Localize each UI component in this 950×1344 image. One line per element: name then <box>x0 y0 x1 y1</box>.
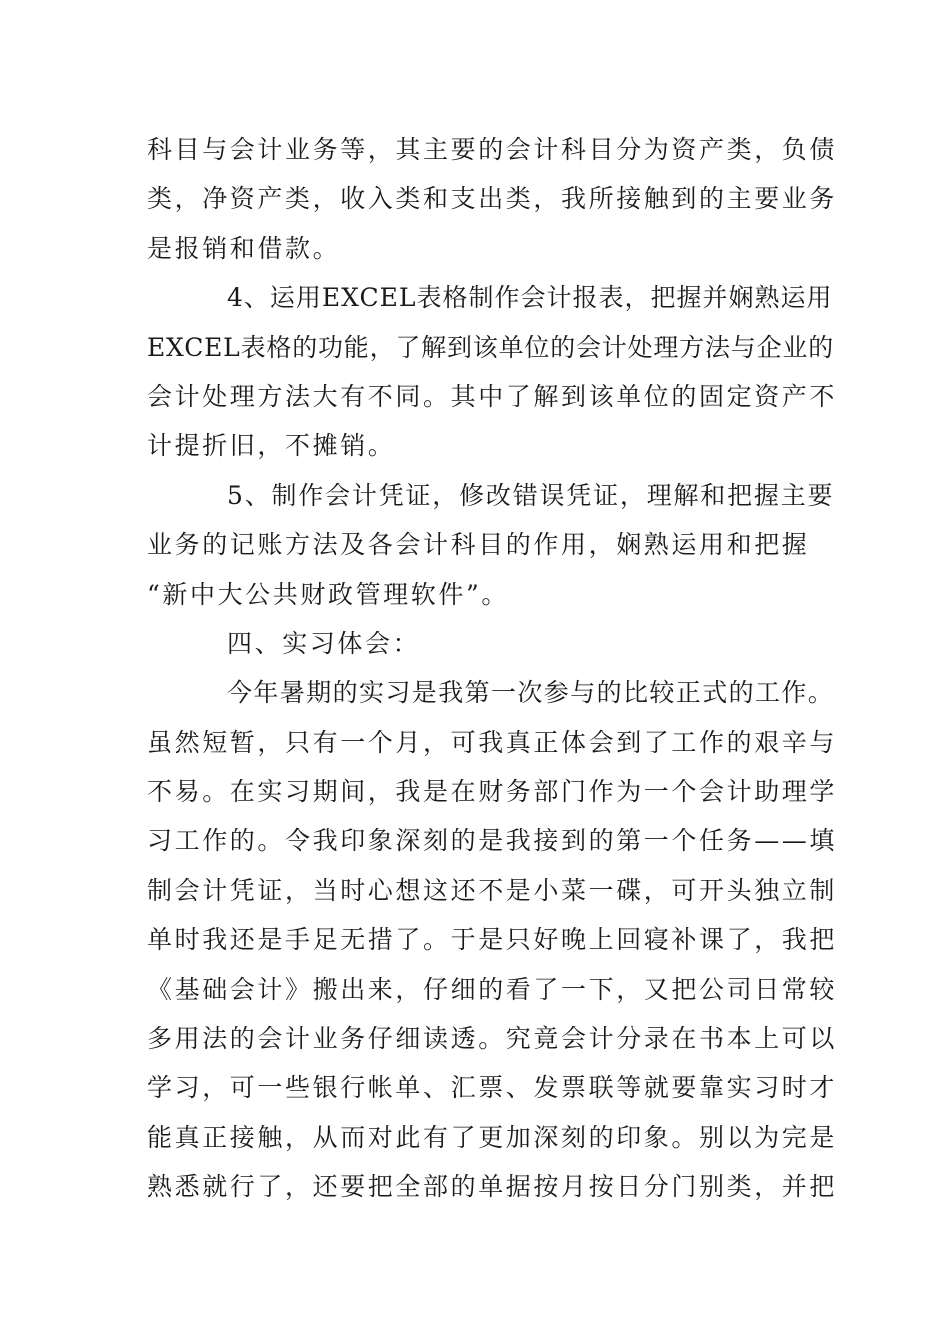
text-line: 虽然短暂，只有一个月，可我真正体会到了工作的艰辛与 <box>147 727 838 757</box>
text-line: 科目与会计业务等，其主要的会计科目分为资产类，负债 <box>147 135 838 164</box>
text-line: 习工作的。令我印象深刻的是我接到的第一个任务——填 <box>147 826 838 856</box>
document-body <box>147 125 838 1212</box>
text-line: 四、实习体会： <box>227 628 421 658</box>
text-line: 学习，可一些银行帐单、汇票、发票联等就要靠实习时才 <box>147 1073 838 1103</box>
text-line: 不易。在实习期间，我是在财务部门作为一个会计助理学 <box>147 777 838 807</box>
text-line: 制会计凭证，当时心想这还不是小菜一碟，可开头独立制 <box>147 875 838 905</box>
text-line: 单时我还是手足无措了。于是只好晚上回寝补课了，我把 <box>147 925 838 955</box>
text-line: 5、制作会计凭证，修改错误凭证，理解和把握主要 <box>227 480 835 510</box>
text-line: 类，净资产类，收入类和支出类，我所接触到的主要业务 <box>147 184 838 214</box>
text-line: 业务的记账方法及各会计科目的作用，娴熟运用和把握 <box>147 530 810 560</box>
text-line: 计提折旧，不摊销。 <box>147 431 396 461</box>
text-line: 4、运用EXCEL表格制作会计报表，把握并娴熟运用 <box>227 283 833 313</box>
text-line: 熟悉就行了，还要把全部的单据按月按日分门别类，并把 <box>147 1172 838 1202</box>
text-line: 是报销和借款。 <box>147 233 341 263</box>
text-line: EXCEL表格的功能，了解到该单位的会计处理方法与企业的 <box>147 332 834 362</box>
text-line: 会计处理方法大有不同。其中了解到该单位的固定资产不 <box>147 381 838 411</box>
text-line: 能真正接触，从而对此有了更加深刻的印象。别以为完是 <box>147 1122 838 1152</box>
text-line: 今年暑期的实习是我第一次参与的比较正式的工作。 <box>227 678 835 708</box>
text-line: “新中大公共财政管理软件”。 <box>147 579 509 609</box>
text-line: 《基础会计》搬出来，仔细的看了一下，又把公司日常较 <box>147 974 838 1004</box>
text-line: 多用法的会计业务仔细读透。究竟会计分录在书本上可以 <box>147 1024 838 1054</box>
